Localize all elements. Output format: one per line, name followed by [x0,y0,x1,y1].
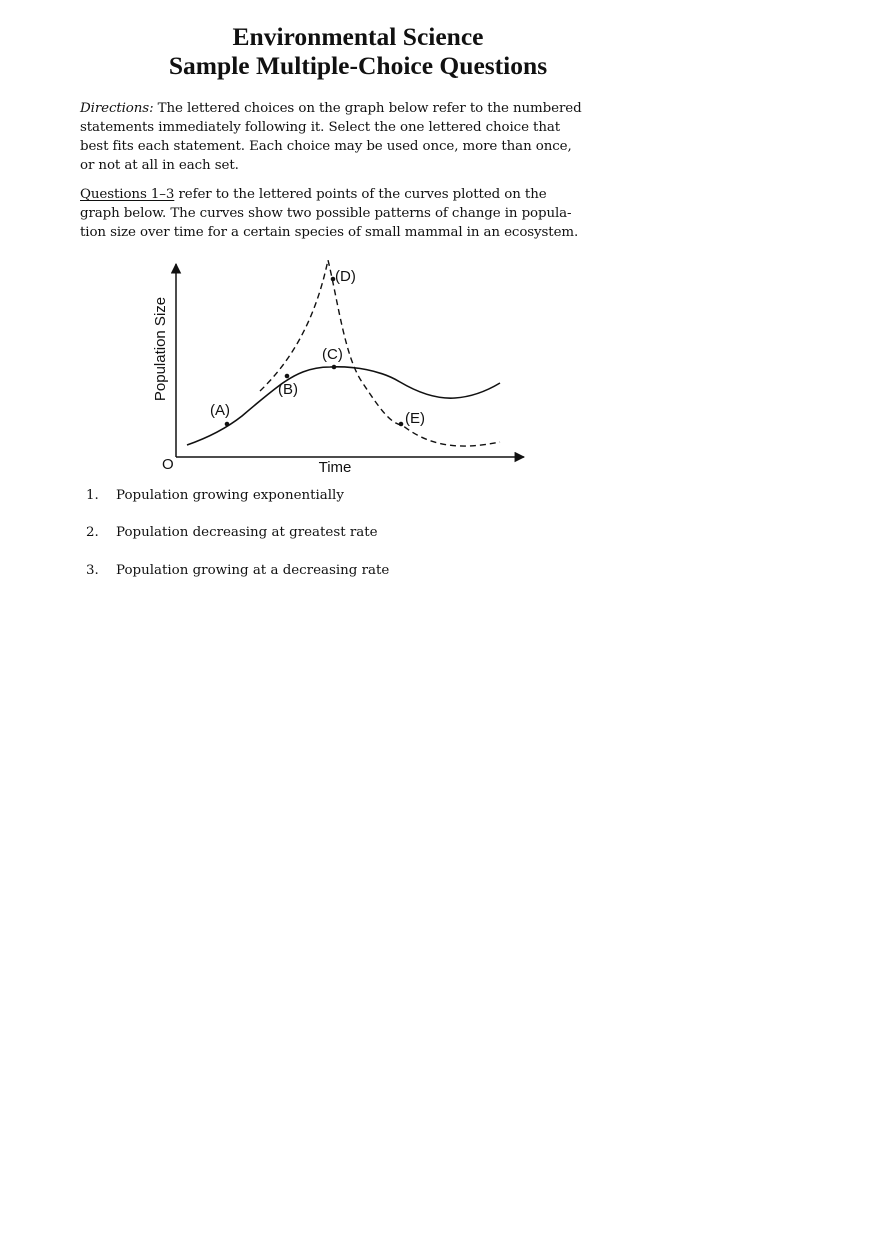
question-text: Population growing exponentially [116,488,344,503]
question-number: 2. [86,525,99,540]
origin-label: O [162,456,174,473]
intro-text-1: refer to the lettered points of the curves plotted on the [178,187,547,202]
point-b-marker [285,374,290,379]
intro-line-1 [80,185,608,204]
question-item-2 [86,523,378,542]
point-d-label: (D) [335,268,356,285]
directions-line-4: or not at all in each set. [80,158,239,173]
question-text: Population growing at a decreasing rate [116,563,390,578]
question-text: Population decreasing at greatest rate [116,525,378,540]
directions-paragraph [80,99,608,175]
point-e-label: (E) [405,410,425,427]
y-axis-label: Population Size [152,296,169,402]
questions-range-reference: Questions 1–3 [80,187,175,202]
point-c-marker [332,365,337,370]
solid-curve-logistic [187,367,500,445]
point-a-label: (A) [210,402,230,419]
question-number: 3. [86,563,99,578]
point-b-label: (B) [278,381,298,398]
population-graph [140,252,540,480]
directions-line-2: statements immediately following it. Select the one lettered choice that [80,120,561,135]
page-title: Environmental Science [232,22,484,51]
dashed-curve-boom-crash [260,260,500,446]
directions-line-3: best fits each statement. Each choice may be used once, more than once, [80,139,572,154]
directions-label: Directions: [80,101,154,116]
directions-text-1: The lettered choices on the graph below refer to the numbered [157,101,582,116]
x-axis-label: Time [318,459,352,476]
point-a-marker [225,422,230,427]
point-e-marker [399,422,404,427]
question-item-3 [86,561,389,580]
question-item-1 [86,486,344,505]
intro-line-3: tion size over time for a certain species of small mammal in an ecosystem. [80,225,579,240]
questions-intro-paragraph [80,185,608,242]
directions-line-1 [80,99,608,118]
intro-line-2: graph below. The curves show two possible patterns of change in popula- [80,206,572,221]
point-c-label: (C) [322,346,343,363]
question-number: 1. [86,488,99,503]
page-subtitle: Sample Multiple-Choice Questions [168,51,548,80]
